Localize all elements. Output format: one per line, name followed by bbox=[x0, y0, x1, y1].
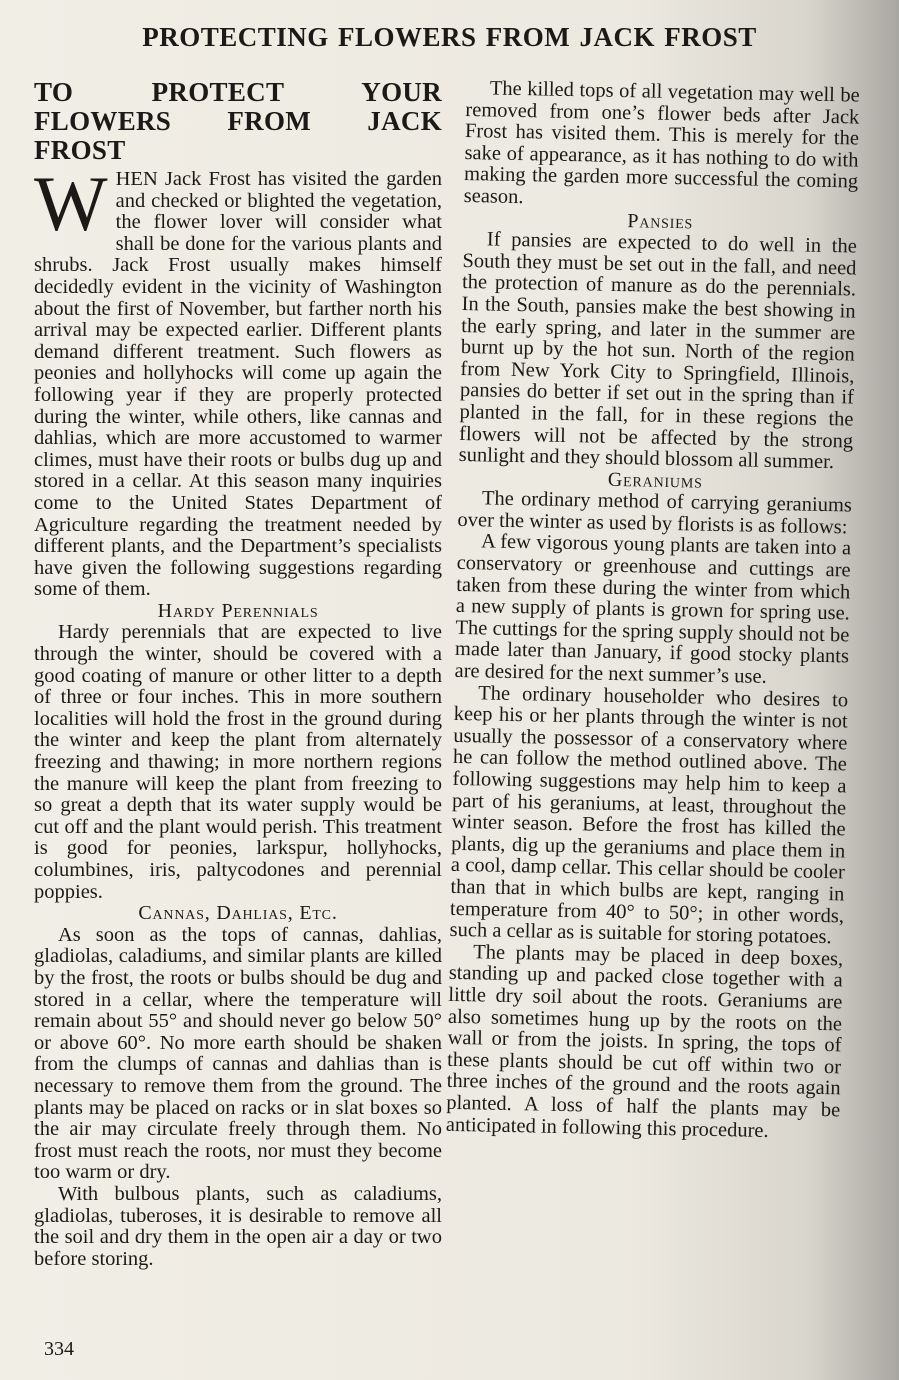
hardy-perennials-paragraph: Hardy perennials that are expected to live through the winter, should be covered with a good coating of manure or other litter to a depth of three or four inches. This in more southern localities will hold the frost in the ground during the winter and keep the plant from alternately freezing and thawing; in more northern regions the manure will keep the plant from freezing to so great a depth that its water supply would be cut off and the plant would perish. This treatment is good for peonies, larkspur, hollyhocks, columbines, iris, paltycodones and perennial poppies. bbox=[34, 621, 442, 903]
subhead-hardy-perennials: Hardy Perennials bbox=[157, 599, 319, 622]
bulbous-paragraph: With bulbous plants, such as caladiums, gladiolas, tuberoses, it is desirable to remove all the soil and dry them in the open air a day or two before storing. bbox=[34, 1182, 442, 1270]
running-head: PROTECTING FLOWERS FROM JACK FROST bbox=[142, 22, 757, 52]
subhead-pansies: Pansies bbox=[627, 209, 694, 233]
intro-text: HEN Jack Frost has visited the garden and checked or blighted the vegetation, the flower lover will consider what shall be done for the various plants and shrubs. Jack Frost usually makes himself decidedly evident in the vicinity of Washington about the first of November, but farther north his arrival may be expected earlier. Different plants demand different treatment. Such flowers as peonies and hollyhocks will come up again the following year if they are properly protected during the winter, while others, like cannas and dahlias, which are more accustomed to warmer climes, must have their roots or bulbs dug up and stored in a cellar. At this season many inquiries come to the United States Department of Agriculture regarding the treatment needed by different plants, and the Department’s specialists have given the following suggestions regarding some of them. bbox=[34, 168, 442, 601]
cannas-paragraph: As soon as the tops of cannas, dahlias, gladiolas, caladiums, and similar plants are killed by the frost, the roots or bulbs should be dug and stored in a cellar, where the temperature will remain about 55° and should never go below 50° or above 60°. No more earth should be shaken from the clumps of cannas and dahlias than is necessary to remove them from the ground. The plants may be placed on racks or in slat boxes so the air may circulate freely through them. No frost must reach the roots, nor must they become too warm or dry. bbox=[34, 923, 442, 1184]
right-column bbox=[446, 78, 860, 1143]
subhead-geraniums: Geraniums bbox=[607, 468, 703, 493]
geraniums-paragraph-2: A few vigorous young plants are taken into a conservatory or greenhouse and cuttings are taken from these during the winter from which a new supply of plants is grown for spring use. The cuttings for the spring supply should not be made later than January, if good stocky plants are desired for the next summer’s use. bbox=[454, 530, 852, 688]
pansies-paragraph: If pansies are expected to do well in the South they must be set out in the fall, and need the protection of manure as do the perennials. In the South, pansies make the best showing in the early spring, and later in the summer are burnt up by the hot sun. North of the region from New York City to Springfield, Illinois, pansies do better if set out in the spring than if planted in the fall, for in these regions the flowers will not be affected by the strong sunlight and they should blossom all summer. bbox=[458, 228, 858, 474]
intro-paragraph bbox=[34, 160, 442, 601]
tops-paragraph: The killed tops of all vegetation may well be removed from one’s flower beds after Jack Frost has visited them. This is merely for the sake of appearance, as it has nothing to do with making the garden more successful the coming season. bbox=[463, 77, 860, 209]
subhead-cannas-dahlias: Cannas, Dahlias, Etc. bbox=[138, 902, 338, 925]
left-column bbox=[34, 78, 442, 1270]
page-number: 334 bbox=[44, 1338, 74, 1360]
article-title: TO PROTECT YOUR FLOWERS FROM JACK FROST bbox=[34, 77, 442, 165]
drop-cap: W bbox=[34, 160, 108, 247]
geraniums-paragraph-3: The ordinary householder who desires to keep his or her plants through the winter is not usually the possessor of a conservatory where he can follow the method outlined above. The following suggestions may help him to keep a part of his geraniums, at least, throughout the winter season. Before the frost has killed the plants, dig up the geraniums and place them in a cool, damp cellar. This cellar should be cooler than that in which bulbs are kept, ranging in temperature from 40° to 50°; in other words, such a cellar as is suitable for storing potatoes. bbox=[449, 681, 849, 949]
geraniums-paragraph-1: The ordinary method of carrying geraniums over the winter as used by florists is as follows: bbox=[457, 487, 853, 539]
geraniums-paragraph-4: The plants may be placed in deep boxes, standing up and packed close together with a little dry soil about the roots. Geraniums are also sometimes hung up by the roots on the wall or from the joists. In spring, the tops of these plants should be cut off within two or three inches of the ground and the roots again planted. A loss of half the plants may be anticipated in following this procedure. bbox=[445, 941, 844, 1142]
